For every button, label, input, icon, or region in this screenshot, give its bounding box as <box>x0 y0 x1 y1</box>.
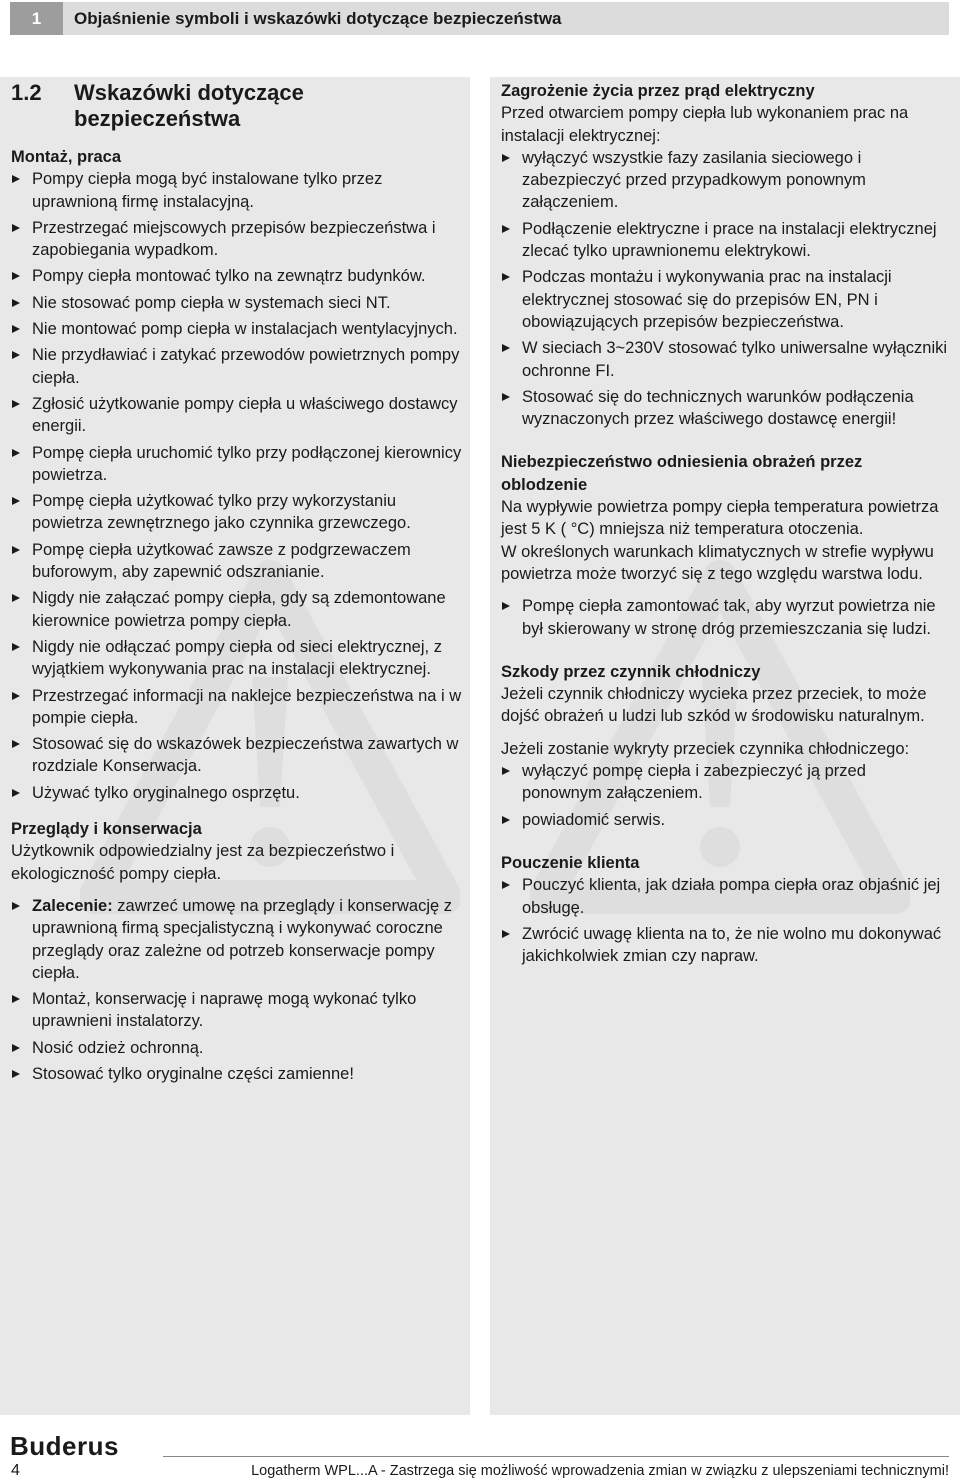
heading-oblodzenie: Niebezpieczeństwo odniesienia obrażeń przez oblodzenie <box>501 453 863 494</box>
heading-szkody: Szkody przez czynnik chłodniczy <box>501 662 761 681</box>
list-item: Nigdy nie odłączać pompy ciepła od sieci elektrycznej, z wyjątkiem wykonywania prac na instalacji elektrycznej. <box>11 636 466 681</box>
bullet-arrow-icon <box>12 400 20 408</box>
bullet-arrow-icon <box>12 351 20 359</box>
bullet-arrow-icon <box>12 175 20 183</box>
footer-divider <box>163 1456 949 1457</box>
bullet-arrow-icon <box>12 594 20 602</box>
list-item: Pompę ciepła użytkować tylko przy wykorzystaniu powietrza zewnętrznego jako czynnika grzewczego. <box>11 490 466 535</box>
list-prad <box>501 147 949 431</box>
szkody-text1: Jeżeli czynnik chłodniczy wycieka przez przeciek, to może dojść obrażeń u ludzi lub szkód w środowisku naturalnym. <box>501 685 927 726</box>
list-item: Pompy ciepła mogą być instalowane tylko przez uprawnioną firmę instalacyjną. <box>11 168 466 213</box>
bullet-arrow-icon <box>12 1044 20 1052</box>
list-item: Przestrzegać informacji na naklejce bezpieczeństwa na i w pompie ciepła. <box>11 685 466 730</box>
list-item: wyłączyć wszystkie fazy zasilania sieciowego i zabezpieczyć przed przypadkowym ponownym załączeniem. <box>501 147 949 214</box>
bullet-arrow-icon <box>12 299 20 307</box>
list-item: Pouczyć klienta, jak działa pompa ciepła oraz objaśnić jej obsługę. <box>501 874 949 919</box>
list-przeglady-rest <box>11 988 466 1085</box>
footer-text: Logatherm WPL...A - Zastrzega się możliwość wprowadzenia zmian w związku z ulepszeniami technicznymi! <box>251 1463 949 1479</box>
bullet-arrow-icon <box>502 881 510 889</box>
bullet-arrow-icon <box>502 767 510 775</box>
bullet-arrow-icon <box>502 602 510 610</box>
bullet-arrow-icon <box>12 643 20 651</box>
list-item: Pompę ciepła uruchomić tylko przy podłączonej kierownicy powietrza. <box>11 442 466 487</box>
szkody-text2: Jeżeli zostanie wykryty przeciek czynnika chłodniczego: <box>501 739 910 758</box>
heading-przeglady: Przeglądy i konserwacja <box>11 820 202 839</box>
list-item: Pompy ciepła montować tylko na zewnątrz budynków. <box>11 265 466 287</box>
list-szkody <box>501 760 949 831</box>
list-item: Używać tylko oryginalnego osprzętu. <box>11 782 466 804</box>
list-item: Podłączenie elektryczne i prace na instalacji elektrycznej zlecać tylko uprawnionemu elektrykowi. <box>501 218 949 263</box>
heading-montaz: Montaż, praca <box>11 148 122 166</box>
section-title-line2: bezpieczeństwa <box>74 106 241 131</box>
chapter-number: 1 <box>10 2 63 35</box>
page-number: 4 <box>11 1462 20 1479</box>
list-item: Stosować tylko oryginalne części zamienne! <box>11 1063 466 1085</box>
bullet-arrow-icon <box>12 740 20 748</box>
bullet-arrow-icon <box>502 816 510 824</box>
bullet-arrow-icon <box>502 393 510 401</box>
list-oblodzenie <box>501 595 949 640</box>
list-przeglady <box>11 895 466 984</box>
list-item: Nosić odzież ochronną. <box>11 1037 466 1059</box>
heading-prad: Zagrożenie życia przez prąd elektryczny <box>501 82 815 100</box>
chapter-title: Objaśnienie symboli i wskazówki dotyczące bezpieczeństwa <box>74 9 562 28</box>
right-column <box>501 80 949 971</box>
list-item: Montaż, konserwację i naprawę mogą wykonać tylko uprawnieni instalatorzy. <box>11 988 466 1033</box>
list-item: Zgłosić użytkowanie pompy ciepła u właściwego dostawcy energii. <box>11 393 466 438</box>
bullet-arrow-icon <box>12 449 20 457</box>
bullet-arrow-icon <box>502 273 510 281</box>
list-item: wyłączyć pompę ciepła i zabezpieczyć ją przed ponownym załączeniem. <box>501 760 949 805</box>
list-item: Zalecenie: zawrzeć umowę na przeglądy i konserwację z uprawnioną firmą specjalistyczną i wykonywać coroczne przeglądy oraz zależne od potrzeb konserwacje pompy ciepła. <box>11 895 466 984</box>
bullet-arrow-icon <box>12 789 20 797</box>
bullet-arrow-icon <box>12 692 20 700</box>
bullet-arrow-icon <box>12 272 20 280</box>
list-item: Nie montować pomp ciepła w instalacjach wentylacyjnych. <box>11 318 466 340</box>
list-item: Nie przydławiać i zatykać przewodów powietrznych pompy ciepła. <box>11 344 466 389</box>
recommendation-label: Zalecenie: <box>32 896 113 915</box>
chapter-header <box>10 2 949 35</box>
list-item: Podczas montażu i wykonywania prac na instalacji elektrycznej stosować się do przepisów EN, PN i obowiązujących przepisów bezpieczeństwa. <box>501 266 949 333</box>
list-item: W sieciach 3~230V stosować tylko uniwersalne wyłączniki ochronne FI. <box>501 337 949 382</box>
bullet-arrow-icon <box>12 902 20 910</box>
prad-text: Przed otwarciem pompy ciepła lub wykonaniem prac na instalacji elektrycznej: <box>501 104 909 145</box>
heading-pouczenie: Pouczenie klienta <box>501 853 640 872</box>
list-item: Pompę ciepła zamontować tak, aby wyrzut powietrza nie był skierowany w stronę dróg przemieszczania się ludzi. <box>501 595 949 640</box>
list-item: Nigdy nie załączać pompy ciepła, gdy są zdemontowane kierownice powietrza pompy ciepła. <box>11 587 466 632</box>
section-number: 1.2 <box>11 80 42 105</box>
list-item: powiadomić serwis. <box>501 809 949 831</box>
oblodzenie-text2: W określonych warunkach klimatycznych w strefie wypływu powietrza może tworzyć się z tego względu warstwa lodu. <box>501 542 934 583</box>
bullet-arrow-icon <box>12 224 20 232</box>
list-item: Pompę ciepła użytkować zawsze z podgrzewaczem buforowym, aby zapewnić odszranianie. <box>11 539 466 584</box>
przeglady-text: Użytkownik odpowiedzialny jest za bezpieczeństwo i ekologiczność pompy ciepła. <box>11 842 395 883</box>
bullet-arrow-icon <box>12 325 20 333</box>
bullet-arrow-icon <box>502 344 510 352</box>
bullet-arrow-icon <box>12 497 20 505</box>
list-item: Nie stosować pomp ciepła w systemach sieci NT. <box>11 292 466 314</box>
bullet-arrow-icon <box>502 225 510 233</box>
left-column <box>11 80 466 1089</box>
list-item: Stosować się do technicznych warunków podłączenia wyznaczonych przez właściwego dostawcę energii! <box>501 386 949 431</box>
oblodzenie-text1: Na wypływie powietrza pompy ciepła temperatura powietrza jest 5 K ( °C) mniejsza niż temperatura otoczenia. <box>501 498 939 539</box>
list-item: Przestrzegać miejscowych przepisów bezpieczeństwa i zapobiegania wypadkom. <box>11 217 466 262</box>
section-title <box>11 80 466 132</box>
bullet-arrow-icon <box>12 546 20 554</box>
list-item: Zwrócić uwagę klienta na to, że nie wolno mu dokonywać jakichkolwiek zmian czy napraw. <box>501 923 949 968</box>
section-title-line1: Wskazówki dotyczące <box>74 80 304 105</box>
list-montaz <box>11 168 466 804</box>
bullet-arrow-icon <box>12 995 20 1003</box>
list-item: Stosować się do wskazówek bezpieczeństwa zawartych w rozdziale Konserwacja. <box>11 733 466 778</box>
bullet-arrow-icon <box>502 930 510 938</box>
bullet-arrow-icon <box>502 154 510 162</box>
buderus-logo: Buderus <box>10 1431 119 1461</box>
bullet-arrow-icon <box>12 1070 20 1078</box>
list-pouczenie <box>501 874 949 967</box>
